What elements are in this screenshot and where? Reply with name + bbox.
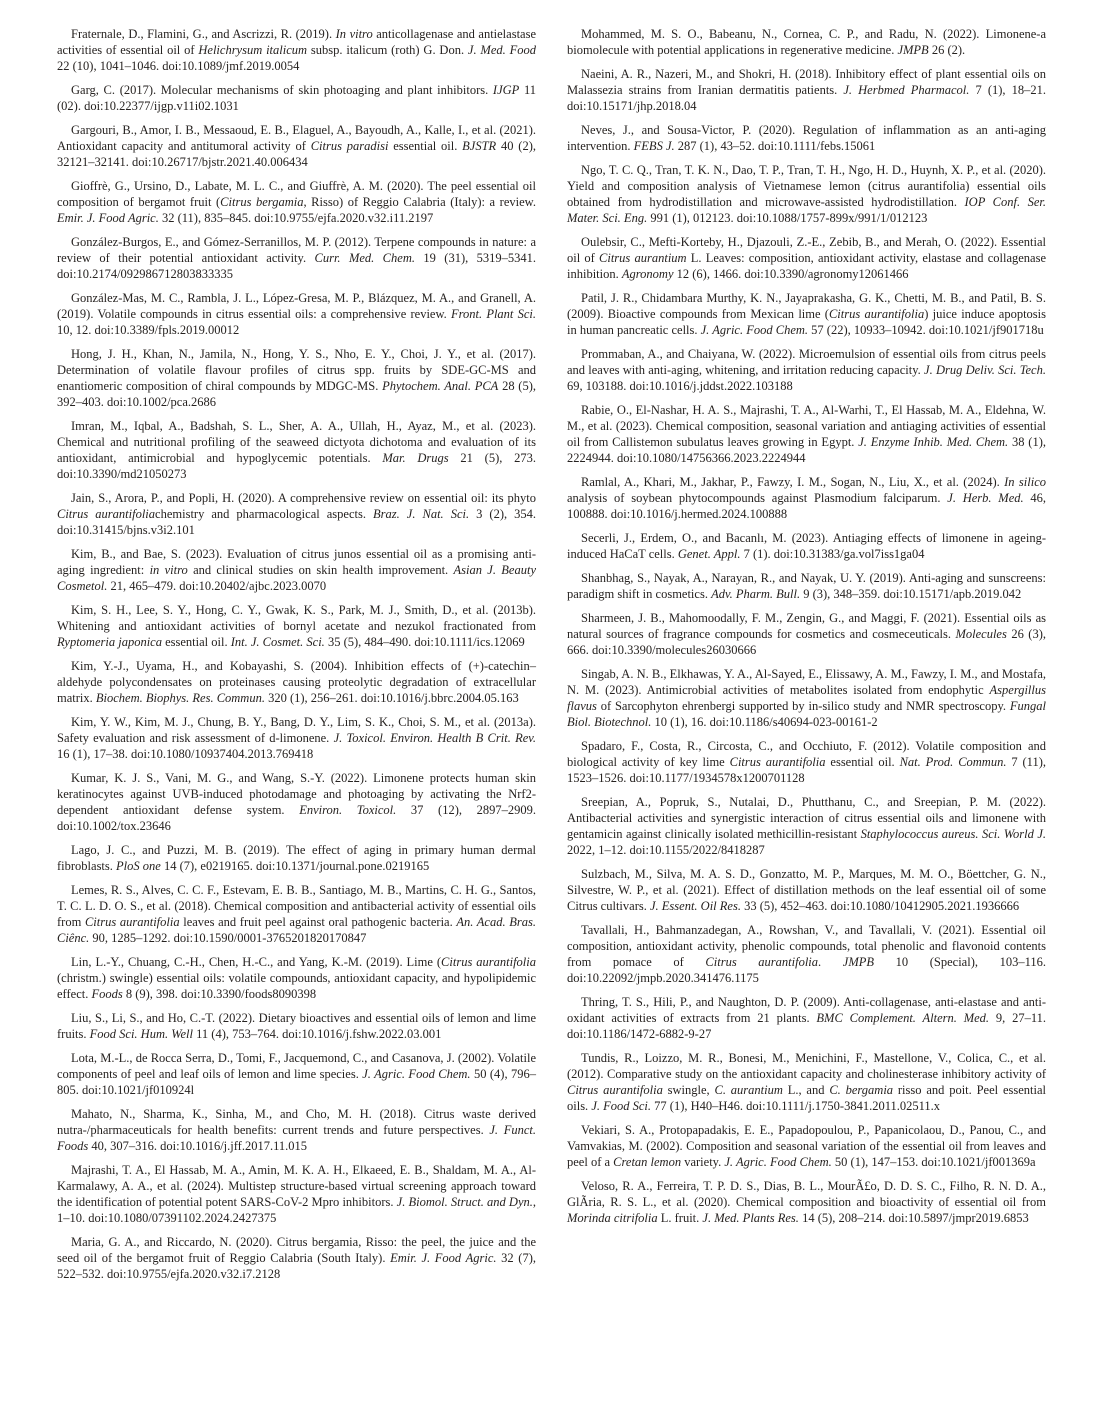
reference-text: 77 (1), H40–H46. doi:10.1111/j.1750-3841.2011.02511.x xyxy=(651,1099,941,1113)
reference-entry xyxy=(567,234,1046,282)
references-column-right xyxy=(567,26,1046,1290)
reference-italic-text: Emir. J. Food Agric. xyxy=(390,1251,497,1265)
reference-entry xyxy=(57,82,536,114)
reference-italic-text: Emir. J. Food Agric. xyxy=(57,211,159,225)
reference-entry xyxy=(57,26,536,74)
reference-text: Gioffrè, G., Ursino, D., Labate, M. L. C., and Giuffrè, A. M. (2020). The peel essential oil composition of bergamot fruit ( xyxy=(57,179,536,209)
reference-entry xyxy=(567,1050,1046,1114)
reference-text: Maria, G. A., and Riccardo, N. (2020). Citrus bergamia, Risso: the peel, the juice and the seed oil of the bergamot fruit of Reggio Calabria (South Italy). xyxy=(57,1235,536,1265)
reference-italic-text: Cretan lemon xyxy=(613,1155,682,1169)
reference-entry xyxy=(57,882,536,946)
reference-text: Garg, C. (2017). Molecular mechanisms of skin photoaging and plant inhibitors. xyxy=(71,83,493,97)
reference-entry xyxy=(567,738,1046,786)
reference-italic-text: Curr. Med. Chem. xyxy=(314,251,415,265)
reference-text: Jain, S., Arora, P., and Popli, H. (2020). A comprehensive review on essential oil: its phyto xyxy=(71,491,536,505)
reference-text: Oulebsir, C., Mefti-Korteby, H., Djazouli, Z.-E., Zebib, B., and Merah, O. (2022). Essential oil of xyxy=(567,235,1046,265)
reference-entry xyxy=(57,178,536,226)
reference-text: Mohammed, M. S. O., Babeanu, N., Cornea, C. P., and Radu, N. (2022). Limonene-a biomolecule with potential applications in regenerative medicine. xyxy=(567,27,1046,57)
references-column-left xyxy=(57,26,536,1290)
reference-entry xyxy=(567,346,1046,394)
reference-text: 57 (22), 10933–10942. doi:10.1021/jf901718u xyxy=(808,323,1044,337)
reference-text: Thring, T. S., Hili, P., and Naughton, D. P. (2009). Anti-collagenase, anti-elastase and anti-oxidant activities of extracts from 21 plants. xyxy=(567,995,1046,1025)
reference-text: 32 (7), 522–532. doi:10.9755/ejfa.2020.v32.i7.2128 xyxy=(57,1251,537,1281)
reference-text: Ngo, T. C. Q., Tran, T. K. N., Dao, T. P., Tran, T. H., Ngo, H. D., Huynh, X. P., et al. (2020). Yield and composition analysis of Vietnamese lemon (citrus aurantifolia) essential oils obtained from hydrodistillation and microwave-assisted hydrodistillation. xyxy=(567,163,1046,209)
reference-text: Veloso, R. A., Ferreira, T. P. D. S., Dias, B. L., MourÃ£o, D. D. S. C., Filho, R. N. D. A., GlÃria, R. S. L., et al. (2020). Chemical composition and bioactivity of essential oil from xyxy=(567,1179,1046,1209)
reference-text: Gargouri, B., Amor, I. B., Messaoud, E. B., Elaguel, A., Bayoudh, A., Kalle, I., et al. (2021). Antioxidant capacity and antitumoral activity of xyxy=(57,123,536,153)
reference-text: Majrashi, T. A., El Hassab, M. A., Amin, M. K. A. H., Elkaeed, E. B., Shaldam, M. A., Al-Karmalawy, A. A., et al. (2024). Multistep structure-based virtual screening approach toward the identification of potential potent SARS-CoV-2 Mpro inhibitors. xyxy=(57,1163,536,1209)
reference-italic-text: Biochem. Biophys. Res. Commun. xyxy=(95,691,265,705)
reference-text: 11 (02). doi:10.22377/ijgp.v11i02.1031 xyxy=(57,83,536,113)
reference-entry xyxy=(567,570,1046,602)
reference-text: , Risso) of Reggio Calabria (Italy): a review. xyxy=(303,195,536,209)
reference-italic-text: Braz. J. Nat. Sci. xyxy=(373,507,470,521)
reference-text: Sulzbach, M., Silva, M. A. S. D., Gonzatto, M. P., Marques, M. M. O., Böettcher, G. N., Silvestre, W. P., et al. (2021). Effect of distillation methods on the leaf essential oil of some Citrus cultivars. xyxy=(567,867,1046,913)
reference-text: 37 (12), 2897–2909. doi:10.1002/tox.23646 xyxy=(57,803,537,833)
reference-entry xyxy=(567,866,1046,914)
reference-text: 991 (1), 012123. doi:10.1088/1757-899x/991/1/012123 xyxy=(647,211,928,225)
reference-italic-text: J. Toxicol. Environ. Health B Crit. Rev. xyxy=(333,731,536,745)
reference-italic-text: Front. Plant Sci. xyxy=(451,307,536,321)
reference-text: 14 (5), 208–214. doi:10.5897/jmpr2019.6853 xyxy=(798,1211,1029,1225)
reference-italic-text: Ryptomeria japonica xyxy=(57,635,162,649)
reference-italic-text: Adv. Pharm. Bull. xyxy=(711,587,801,601)
reference-text: 26 (2). xyxy=(928,43,966,57)
reference-italic-text: Citrus aurantifolia xyxy=(705,955,819,969)
reference-italic-text: Citrus aurantium xyxy=(599,251,687,265)
reference-entry xyxy=(567,26,1046,58)
reference-italic-text: IJGP xyxy=(492,83,520,97)
reference-italic-text: In silico xyxy=(1004,475,1046,489)
reference-entry xyxy=(57,1234,536,1282)
reference-italic-text: Sci. World J. xyxy=(981,827,1047,841)
reference-text: L., and xyxy=(782,1083,830,1097)
reference-italic-text: Citrus aurantifolia xyxy=(729,755,826,769)
reference-text: 10 (Special), 103–116. doi:10.22092/jmpb.2020.341476.1175 xyxy=(567,955,1047,985)
reference-text: analysis of soybean phytocompounds against Plasmodium falciparum. xyxy=(567,491,948,505)
reference-text: 11 (4), 753–764. doi:10.1016/j.fshw.2022.03.001 xyxy=(193,1027,442,1041)
reference-text: Kim, B., and Bae, S. (2023). Evaluation of citrus junos essential oil as a promising anti-aging ingredient: xyxy=(57,547,536,577)
reference-italic-text: BJSTR xyxy=(462,139,497,153)
reference-text: 12 (6), 1466. doi:10.3390/agronomy12061466 xyxy=(673,267,909,281)
reference-italic-text: BMC Complement. Altern. Med. xyxy=(816,1011,990,1025)
reference-italic-text: J. Agric. Food Chem. xyxy=(724,1155,832,1169)
reference-text: Tavallali, H., Bahmanzadegan, A., Rowshan, V., and Tavallali, V. (2021). Essential oil composition, antioxidant activity, phenolic compounds, total phenolic and flavonoid contents from pomace of xyxy=(567,923,1046,969)
reference-italic-text: Fungal Biol. Biotechnol. xyxy=(567,699,1046,729)
reference-italic-text: Citrus aurantifolia xyxy=(57,507,156,521)
reference-text: Secerli, J., Erdem, O., and Bacanlı, M. (2023). Antiaging effects of limonene in ageing-induced HaCaT cells. xyxy=(567,531,1046,561)
reference-italic-text: C. bergamia xyxy=(829,1083,894,1097)
reference-entry xyxy=(57,770,536,834)
reference-text: leaves and fruit peel against oral pathogenic bacteria. xyxy=(179,915,457,929)
reference-italic-text: Citrus aurantifolia xyxy=(441,955,536,969)
reference-text: , 1–10. doi:10.1080/07391102.2024.2427375 xyxy=(57,1195,536,1225)
reference-text: Sharmeen, J. B., Mahomoodally, F. M., Zengin, G., and Maggi, F. (2021). Essential oils as natural sources of fragrance compounds for cosmetics and cosmeceuticals. xyxy=(567,611,1046,641)
reference-text: González-Mas, M. C., Rambla, J. L., López-Gresa, M. P., Blázquez, M. A., and Granell, A. (2019). Volatile compounds in citrus essential oils: a comprehensive review. xyxy=(57,291,536,321)
reference-text: Shanbhag, S., Nayak, A., Narayan, R., and Nayak, U. Y. (2019). Anti-aging and sunscreens: paradigm shift in cosmetics. xyxy=(567,571,1046,601)
reference-text: Vekiari, S. A., Protopapadakis, E. E., Papadopoulou, P., Papanicolaou, D., Panou, C., and Vamvakias, M. (2002). Composition and seasonal variation of the essential oil from leaves and peel of a xyxy=(567,1123,1046,1169)
reference-text: 287 (1), 43–52. doi:10.1111/febs.15061 xyxy=(674,139,876,153)
reference-text: essential oil. xyxy=(388,139,463,153)
reference-italic-text: Mar. Drugs xyxy=(382,451,449,465)
reference-text: Singab, A. N. B., Elkhawas, Y. A., Al-Sayed, E., Elissawy, A. M., Fawzy, I. M., and Mostafa, N. M. (2023). Antimicrobial activities of metabolites isolated from endophytic xyxy=(567,667,1046,697)
reference-entry xyxy=(57,1162,536,1226)
reference-text: Rabie, O., El-Nashar, H. A. S., Majrashi, T. A., Al-Warhi, T., El Hassab, M. A., Eldehna, W. M., et al. (2023). Chemical composition, seasonal variation and antiaging activities of essential oil from Callistemon subulatus leaves growing in Egypt. xyxy=(567,403,1046,449)
reference-text: 50 (1), 147–153. doi:10.1021/jf001369a xyxy=(831,1155,1036,1169)
reference-entry xyxy=(57,1050,536,1098)
reference-text: 22 (10), 1041–1046. doi:10.1089/jmf.2019.0054 xyxy=(57,59,300,73)
reference-text: Sreepian, A., Popruk, S., Nutalai, D., Phutthanu, C., and Sreepian, P. M. (2022). Antibacterial activities and synergistic interaction of citrus essential oils and limonene with gentamicin against clinically isolated methicillin-resistant xyxy=(567,795,1046,841)
reference-italic-text: Helichrysum italicum xyxy=(198,43,308,57)
reference-entry xyxy=(567,290,1046,338)
reference-italic-text: J. Herbmed Pharmacol. xyxy=(843,83,970,97)
reference-text: 21, 465–479. doi:10.20402/ajbc.2023.0070 xyxy=(107,579,327,593)
reference-italic-text: JMPB xyxy=(897,43,929,57)
reference-entry xyxy=(567,66,1046,114)
reference-text: González-Burgos, E., and Gómez-Serranillos, M. P. (2012). Terpene compounds in nature: a review of their potential antioxidant activity. xyxy=(57,235,536,265)
reference-text: L. Leaves: composition, antioxidant activity, elastase and collagenase inhibition. xyxy=(567,251,1047,281)
reference-text: Naeini, A. R., Nazeri, M., and Shokri, H. (2018). Inhibitory effect of plant essential oils on Malassezia strains from Iranian dermatitis patients. xyxy=(567,67,1046,97)
reference-entry xyxy=(57,490,536,538)
reference-text: Ramlal, A., Khari, M., Jakhar, P., Fawzy, I. M., Sogan, N., Liu, X., et al. (2024). xyxy=(581,475,1005,489)
reference-text: Mahato, N., Sharma, K., Sinha, M., and Cho, M. H. (2018). Citrus waste derived nutra-/pharmaceuticals for health benefits: current trends and future perspectives. xyxy=(57,1107,536,1137)
reference-text: 14 (7), e0219165. doi:10.1371/journal.pone.0219165 xyxy=(160,859,430,873)
reference-text: essential oil. xyxy=(161,635,231,649)
reference-italic-text: FEBS J. xyxy=(633,139,675,153)
reference-entry xyxy=(567,530,1046,562)
reference-text: 69, 103188. doi:10.1016/j.jddst.2022.103188 xyxy=(567,379,793,393)
reference-text: 2022, 1–12. doi:10.1155/2022/8418287 xyxy=(567,843,765,857)
reference-entry xyxy=(567,1178,1046,1226)
reference-entry xyxy=(57,418,536,482)
reference-entry xyxy=(57,546,536,594)
reference-italic-text: J. Herb. Med. xyxy=(947,491,1024,505)
reference-italic-text: Genet. Appl. xyxy=(677,547,741,561)
reference-text: Spadaro, F., Costa, R., Circosta, C., and Occhiuto, F. (2012). Volatile composition and biological activity of key lime xyxy=(567,739,1046,769)
reference-entry xyxy=(57,954,536,1002)
reference-italic-text: Staphylococcus aureus. xyxy=(860,827,979,841)
reference-text: ) juice induce apoptosis in human pancreatic cells. xyxy=(567,307,1046,337)
reference-italic-text: J. Food Sci. xyxy=(591,1099,652,1113)
reference-italic-text: J. Enzyme Inhib. Med. Chem. xyxy=(858,435,1009,449)
reference-text: . xyxy=(818,955,843,969)
reference-text: 26 (3), 666. doi:10.3390/molecules26030666 xyxy=(567,627,1047,657)
reference-italic-text: Foods xyxy=(91,987,123,1001)
reference-text: Kumar, K. J. S., Vani, M. G., and Wang, S.-Y. (2022). Limonene protects human skin keratinocytes against UVB-induced photodamage and photoaging by activating the Nrf2-dependent antioxidant defense system. xyxy=(57,771,536,817)
reference-italic-text: Citrus aurantifolia xyxy=(84,915,180,929)
reference-text: 10 (1), 16. doi:10.1186/s40694-023-00161-2 xyxy=(651,715,878,729)
reference-text: 90, 1285–1292. doi:10.1590/0001-3765201820170847 xyxy=(89,931,367,945)
reference-text: 28 (5), 392–403. doi:10.1002/pca.2686 xyxy=(57,379,536,409)
reference-entry xyxy=(57,234,536,282)
reference-italic-text: IOP Conf. Ser. Mater. Sci. Eng. xyxy=(567,195,1046,225)
reference-text: 16 (1), 17–38. doi:10.1080/10937404.2013.769418 xyxy=(57,747,314,761)
reference-entry xyxy=(567,794,1046,858)
reference-text: Fraternale, D., Flamini, G., and Ascrizzi, R. (2019). xyxy=(71,27,336,41)
reference-italic-text: J. Funct. Foods xyxy=(57,1123,536,1153)
reference-entry xyxy=(567,474,1046,522)
reference-italic-text: J. Biomol. Struct. and Dyn. xyxy=(396,1195,533,1209)
reference-text: L. fruit. xyxy=(657,1211,703,1225)
reference-text: 7 (1). doi:10.31383/ga.vol7iss1ga04 xyxy=(740,547,925,561)
reference-italic-text: Aspergillus flavus xyxy=(567,683,1046,713)
reference-entry xyxy=(567,922,1046,986)
reference-text: swingle, xyxy=(662,1083,715,1097)
reference-italic-text: In vitro xyxy=(335,27,373,41)
reference-text: 3 (2), 354. doi:10.31415/bjns.v3i2.101 xyxy=(57,507,537,537)
reference-italic-text: Citrus aurantifolia xyxy=(828,307,925,321)
reference-text: Imran, M., Iqbal, A., Badshah, S. L., Sher, A. A., Ullah, H., Ayaz, M., et al. (2023). Chemical and nutritional profiling of the seaweed dictyota dichotoma and evaluation of its antioxidant, antimicrobial and hypoglycemic potentials. xyxy=(57,419,536,465)
reference-text: 40 (2), 32121–32141. doi:10.26717/bjstr.2021.40.006434 xyxy=(57,139,536,169)
reference-entry xyxy=(57,1010,536,1042)
reference-text: 320 (1), 256–261. doi:10.1016/j.bbrc.2004.05.163 xyxy=(264,691,519,705)
reference-text: Prommaban, A., and Chaiyana, W. (2022). Microemulsion of essential oils from citrus peels and leaves with anti-aging, whitening, and irritation reducing capacity. xyxy=(567,347,1046,377)
reference-text: 32 (11), 835–845. doi:10.9755/ejfa.2020.v32.i11.2197 xyxy=(158,211,434,225)
reference-text: essential oil. xyxy=(825,755,900,769)
reference-text: Neves, J., and Sousa-Victor, P. (2020). Regulation of inflammation as an anti-aging intervention. xyxy=(567,123,1046,153)
reference-entry xyxy=(57,1106,536,1154)
reference-italic-text: C. aurantium xyxy=(714,1083,783,1097)
reference-italic-text: Agronomy xyxy=(621,267,674,281)
reference-entry xyxy=(57,290,536,338)
reference-italic-text: Food Sci. Hum. Well xyxy=(89,1027,193,1041)
reference-italic-text: An. Acad. Bras. Ciênc. xyxy=(57,915,536,945)
reference-text: Lemes, R. S., Alves, C. C. F., Estevam, E. B. B., Santiago, M. B., Martins, C. H. G., Santos, T. C. L. D. O. S., et al. (2018). Chemical composition and antibacterial activity of essential oils from xyxy=(57,883,536,929)
reference-text: Lago, J. C., and Puzzi, M. B. (2019). The effect of aging in primary human dermal fibroblasts. xyxy=(57,843,536,873)
reference-entry xyxy=(57,842,536,874)
reference-text: 50 (4), 796–805. doi:10.1021/jf010924l xyxy=(57,1067,536,1097)
reference-text: of Sarcophyton ehrenbergi supported by in-silico study and NMR spectroscopy. xyxy=(596,699,1010,713)
reference-text: 35 (5), 484–490. doi:10.1111/ics.12069 xyxy=(324,635,525,649)
references-two-column-layout xyxy=(57,26,1046,1290)
reference-text: risso and poit. Peel essential oils. xyxy=(567,1083,1046,1113)
reference-italic-text: J. Med. Plants Res. xyxy=(702,1211,799,1225)
reference-text: 7 (1), 18–21. doi:10.15171/jhp.2018.04 xyxy=(567,83,1047,113)
reference-italic-text: J. Drug Deliv. Sci. Tech. xyxy=(924,363,1046,377)
reference-text: subsp. italicum (roth) G. Don. xyxy=(307,43,468,57)
reference-italic-text: J. Agric. Food Chem. xyxy=(362,1067,471,1081)
reference-italic-text: Citrus aurantifolia xyxy=(567,1083,663,1097)
reference-entry xyxy=(567,402,1046,466)
reference-entry xyxy=(567,1122,1046,1170)
reference-entry xyxy=(567,610,1046,658)
reference-text: 10, 12. doi:10.3389/fpls.2019.00012 xyxy=(57,323,240,337)
reference-italic-text: JMPB xyxy=(842,955,875,969)
reference-text: 46, 100888. doi:10.1016/j.hermed.2024.100888 xyxy=(567,491,1047,521)
reference-text: Patil, J. R., Chidambara Murthy, K. N., Jayaprakasha, G. K., Chetti, M. B., and Patil, B. S. (2009). Bioactive compounds from Mexican lime ( xyxy=(567,291,1046,321)
reference-text: 7 (11), 1523–1526. doi:10.1177/1934578x1200701128 xyxy=(567,755,1046,785)
reference-text: and clinical studies on skin health improvement. xyxy=(187,563,454,577)
reference-text: 21 (5), 273. doi:10.3390/md21050273 xyxy=(57,451,536,481)
reference-entry xyxy=(57,122,536,170)
reference-text: Tundis, R., Loizzo, M. R., Bonesi, M., Menichini, F., Mastellone, V., Colica, C., et al. (2012). Comparative study on the antioxidant capacity and cholinesterase inhibitory activity of xyxy=(567,1051,1046,1081)
reference-italic-text: Phytochem. Anal. PCA xyxy=(382,379,499,393)
reference-italic-text: in vitro xyxy=(149,563,188,577)
reference-text: 40, 307–316. doi:10.1016/j.jff.2017.11.015 xyxy=(88,1139,307,1153)
reference-italic-text: PloS one xyxy=(116,859,161,873)
reference-italic-text: Morinda citrifolia xyxy=(567,1211,658,1225)
reference-text: 19 (31), 5319–5341. doi:10.2174/092986712803833335 xyxy=(57,251,537,281)
reference-text: Liu, S., Li, S., and Ho, C.-T. (2022). Dietary bioactives and essential oils of lemon and lime fruits. xyxy=(57,1011,536,1041)
reference-entry xyxy=(567,666,1046,730)
reference-text: Kim, Y.-J., Uyama, H., and Kobayashi, S. (2004). Inhibition effects of (+)-catechin–aldehyde polycondensates on proteinases causing proteolytic degradation of extracellular matrix. xyxy=(57,659,536,705)
reference-italic-text: Asian J. Beauty Cosmetol. xyxy=(57,563,537,593)
reference-text: variety. xyxy=(681,1155,725,1169)
reference-text: Lin, L.-Y., Chuang, C.-H., Chen, H.-C., and Yang, K.-M. (2019). Lime ( xyxy=(71,955,442,969)
reference-italic-text: J. Med. Food xyxy=(467,43,536,57)
reference-entry xyxy=(57,602,536,650)
reference-text: Lota, M.-L., de Rocca Serra, D., Tomi, F., Jacquemond, C., and Casanova, J. (2002). Volatile components of peel and leaf oils of lemon and lime species. xyxy=(57,1051,536,1081)
reference-text: (christm.) swingle) essential oils: volatile compounds, antioxidant capacity, and hypolipidemic effect. xyxy=(57,971,536,1001)
reference-entry xyxy=(567,162,1046,226)
reference-text: 8 (9), 398. doi:10.3390/foods8090398 xyxy=(122,987,317,1001)
reference-text: Hong, J. H., Khan, N., Jamila, N., Hong, Y. S., Nho, E. Y., Choi, J. Y., et al. (2017). Determination of volatile flavour profiles of citrus spp. fruits by SDE-GC-MS and enantiomeric composition of chiral compounds by MDGC-MS. xyxy=(57,347,536,393)
reference-text: 9 (3), 348–359. doi:10.15171/apb.2019.042 xyxy=(800,587,1022,601)
reference-text: Kim, Y. W., Kim, M. J., Chung, B. Y., Bang, D. Y., Lim, S. K., Choi, S. M., et al. (2013a). Safety evaluation and risk assessment of d-limonene. xyxy=(57,715,536,745)
reference-entry xyxy=(567,122,1046,154)
reference-entry xyxy=(57,714,536,762)
reference-italic-text: Citrus paradisi xyxy=(310,139,389,153)
reference-entry xyxy=(567,994,1046,1042)
reference-italic-text: Nat. Prod. Commun. xyxy=(899,755,1007,769)
reference-italic-text: Int. J. Cosmet. Sci. xyxy=(230,635,325,649)
reference-text: anticollagenase and antielastase activities of essential oil of xyxy=(57,27,537,57)
reference-text: 38 (1), 2224944. doi:10.1080/14756366.2023.2224944 xyxy=(567,435,1046,465)
reference-italic-text: Citrus bergamia xyxy=(220,195,304,209)
reference-text: 9, 27–11. doi:10.1186/1472-6882-9-27 xyxy=(567,1011,1046,1041)
reference-italic-text: J. Agric. Food Chem. xyxy=(700,323,809,337)
reference-italic-text: J. Essent. Oil Res. xyxy=(649,899,741,913)
reference-entry xyxy=(57,658,536,706)
reference-text: 33 (5), 452–463. doi:10.1080/10412905.2021.1936666 xyxy=(740,899,1020,913)
reference-text: chemistry and pharmacological aspects. xyxy=(155,507,374,521)
reference-text: Kim, S. H., Lee, S. Y., Hong, C. Y., Gwak, K. S., Park, M. J., Smith, D., et al. (2013b). Whitening and antioxidant activities of bornyl acetate and nezukol fractionated from xyxy=(57,603,536,633)
reference-entry xyxy=(57,346,536,410)
reference-italic-text: Molecules xyxy=(955,627,1007,641)
reference-italic-text: Environ. Toxicol. xyxy=(299,803,397,817)
